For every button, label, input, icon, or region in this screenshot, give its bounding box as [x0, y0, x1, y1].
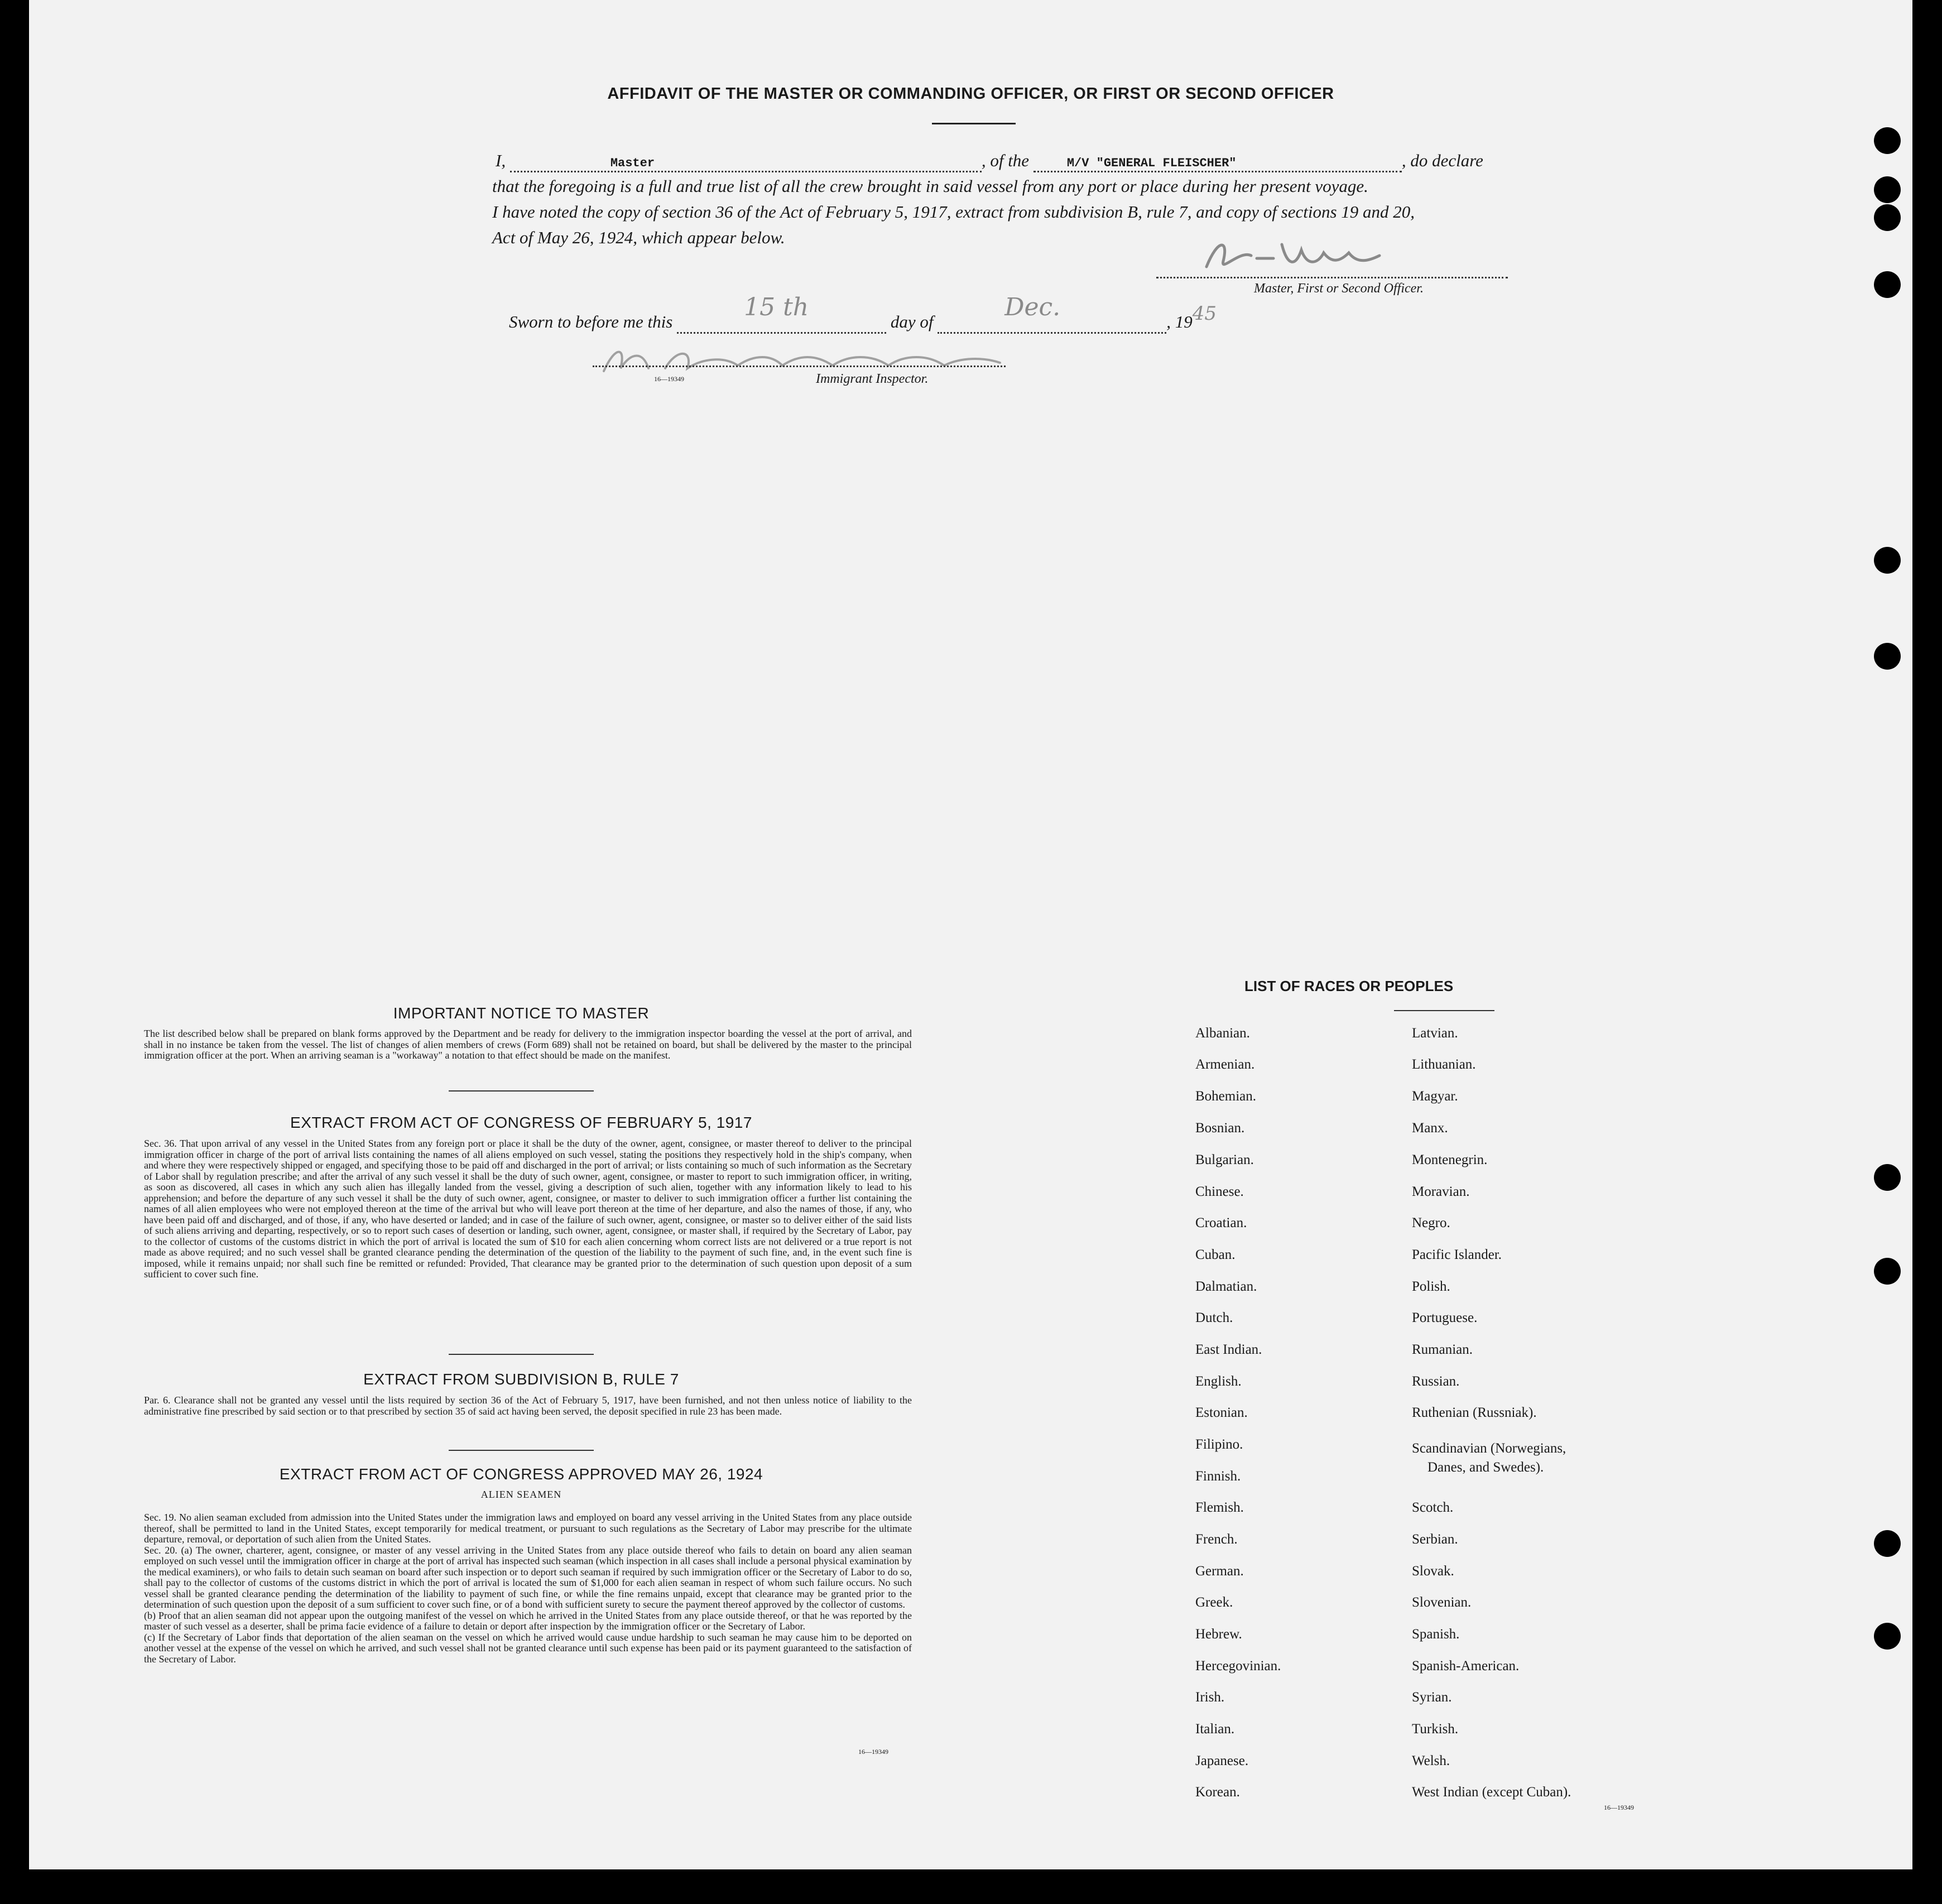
race-item: Hercegovinian.: [1195, 1658, 1281, 1674]
affidavit-line-2: that the foregoing is a full and true list of all the crew brought in said vessel from any port or place during her present voyage.: [492, 176, 1368, 196]
race-item: Bohemian.: [1195, 1089, 1257, 1104]
race-item: Rumanian.: [1412, 1342, 1473, 1357]
master-name-field[interactable]: [510, 151, 982, 172]
race-item: Moravian.: [1412, 1184, 1470, 1199]
race-item: French.: [1195, 1532, 1238, 1547]
section-36-paragraph: Sec. 36. That upon arrival of any vessel in the United States from any foreign port or place it shall be the duty of the owner, agent, consignee, or master thereof to deliver to the principal immigration officer in charge of the port of arrival lists containing the names of all aliens employed on such vessel, stating the positions they respectively hold in the ship's company, when and where they were respectively shipped or engaged, and specifying those to be paid off and discharged in the port of arrival; or lists containing so much of such information as the Secretary of Labor shall by regulation prescribe; and after the arrival of any such vessel it shall be the duty of such owner, agent, consignee, or master to report to such immigration officer, in writing, as soon as discovered, all cases in which any such alien has illegally landed from the vessel, giving a description of such alien, together with any information likely to lead to his apprehension; and before the departure of any such vessel it shall be the duty of such owner, agent, consignee, or master to deliver to such immigration officer a further list containing the names of all alien employees who were not employed thereon at the time of the arrival but who will leave port thereon at the time of her departure, and also the names of those, if any, who have been paid off and discharged, and of those, if any, who have deserted or landed; and in case of the failure of such owner, agent, consignee, or master so to deliver either of the said lists of such aliens arriving and departing, respectively, or so to report such cases of desertion or landing, such owner, agent, consignee, or master shall, if required by the Secretary of Labor, pay to the collector of customs of the customs district in which the port of arrival is located the sum of $10 for each alien concerning whom correct lists are not delivered or a true report is not made as above required; and no such vessel shall be granted clearance pending the determination of the question of the liability to the payment of such fine, and, in the event such fine is imposed, while it remains unpaid; nor shall such fine be remitted or refunded: Provided, That clearance may be granted prior to the determination of such question upon deposit of a sum sufficient to cover such fine.: [144, 1138, 912, 1280]
section-19-paragraph: Sec. 19. No alien seaman excluded from admission into the United States under the immigration laws and employed on board any vessel arriving in the United States from any place outside thereof, shall be permitted to land in the United States, except temporarily for medical treatment, or pursuant to such regulations as the Secretary of Labor may prescribe for the ultimate departure, removal, or deportation of such alien from the United States.: [144, 1512, 912, 1545]
race-item: Serbian.: [1412, 1532, 1458, 1547]
race-item: Ruthenian (Russniak).: [1412, 1405, 1537, 1420]
punch-hole: [1874, 204, 1901, 231]
race-item: Bosnian.: [1195, 1121, 1245, 1136]
punch-hole: [1874, 271, 1901, 298]
line1-prefix: I,: [496, 151, 506, 170]
race-item: Armenian.: [1195, 1057, 1255, 1072]
extract-1924-text: [131, 1512, 912, 1665]
race-item: English.: [1195, 1374, 1242, 1389]
race-item: Filipino.: [1195, 1437, 1243, 1452]
race-item: Welsh.: [1412, 1753, 1450, 1768]
race-item: West Indian (except Cuban).: [1412, 1785, 1571, 1800]
sworn-month-field[interactable]: [938, 293, 1166, 334]
race-item: Hebrew.: [1195, 1627, 1242, 1642]
punch-hole: [1874, 547, 1901, 574]
race-item: Slovenian.: [1412, 1595, 1472, 1610]
race-item: Latvian.: [1412, 1026, 1458, 1041]
sworn-line: [509, 293, 1217, 334]
race-item: Dutch.: [1195, 1310, 1233, 1325]
race-item: Pacific Islander.: [1412, 1247, 1502, 1262]
punch-hole: [1874, 1530, 1901, 1557]
sworn-month-value: Dec.: [1004, 293, 1061, 321]
year-suffix-value: 45: [1192, 302, 1217, 325]
affidavit-form-number: 16—19349: [654, 375, 684, 383]
punch-hole: [1874, 1623, 1901, 1650]
race-item: Greek.: [1195, 1595, 1233, 1610]
races-form-number: 16—19349: [1604, 1804, 1634, 1811]
race-item: Portuguese.: [1412, 1310, 1478, 1325]
master-name-value: Master: [610, 156, 655, 170]
par-6-paragraph: Par. 6. Clearance shall not be granted any vessel until the lists required by section 36 of the Act of February 5, 1917, have been furnished, and not then unless notice of liability to the administrative fine prescribed by said section or to that prescribed by section 35 of said act having been served, the deposit specified in rule 23 has been made.: [144, 1395, 912, 1417]
race-item: Magyar.: [1412, 1089, 1458, 1104]
document-sheet: [29, 0, 1912, 1869]
race-item: Negro.: [1412, 1215, 1450, 1230]
master-signature-line: [1156, 277, 1508, 278]
race-item: East Indian.: [1195, 1342, 1262, 1357]
races-title-rule: [1394, 1010, 1494, 1011]
notice-paragraph: The list described below shall be prepared on blank forms approved by the Department and be ready for delivery to the immigration inspector boarding the vessel at the port of arrival, and shall in no instance be taken from the vessel. The list of changes of alien members of crews (Form 689) shall not be retained on board, but shall be delivered by the master to the principal immigration officer at the port. When an arriving seaman is a "workaway" a notation to that effect should be made on the manifest.: [144, 1028, 912, 1061]
race-item: Montenegrin.: [1412, 1152, 1488, 1167]
sworn-prefix: Sworn to before me this: [509, 312, 673, 331]
section-20b-paragraph: (b) Proof that an alien seaman did not appear upon the outgoing manifest of the vessel on which he arrived in the United States from any place outside thereof, or that he was reported by the master of such vessel as a deserter, shall be prima facie evidence of a failure to detain or deport after inspection by the immigration officer or the Secretary of Labor.: [144, 1609, 912, 1632]
notice-text: [131, 1028, 912, 1061]
affidavit-line-4: Act of May 26, 1924, which appear below.: [492, 228, 785, 247]
inspector-signature-line: [593, 366, 1006, 367]
race-item: Japanese.: [1195, 1753, 1249, 1768]
sworn-day-field[interactable]: [677, 293, 886, 334]
race-item: Korean.: [1195, 1785, 1240, 1800]
vessel-name-field[interactable]: [1034, 151, 1402, 172]
inspector-signature: [593, 340, 1017, 379]
title-rule: [932, 123, 1016, 124]
race-item: Russian.: [1412, 1374, 1460, 1389]
race-item: Finnish.: [1195, 1469, 1241, 1484]
race-item: Albanian.: [1195, 1026, 1250, 1041]
master-signature: [1190, 233, 1424, 278]
race-item: Lithuanian.: [1412, 1057, 1476, 1072]
punch-hole: [1874, 176, 1901, 203]
year-prefix: , 19: [1166, 312, 1193, 331]
divider: [449, 1090, 594, 1092]
race-item: Flemish.: [1195, 1500, 1244, 1515]
race-item: Slovak.: [1412, 1564, 1454, 1579]
races-title: LIST OF RACES OR PEOPLES: [1244, 978, 1454, 994]
section-20c-paragraph: (c) If the Secretary of Labor finds that deportation of the alien seaman on the vessel on which he arrived would cause undue hardship to such seaman he may cause him to be deported on another vessel at the expense of the vessel on which he arrived, and such vessel shall not be granted clearance until such expense has been paid or its payment guaranteed to the satisfaction of the Secretary of Labor.: [144, 1631, 912, 1665]
affidavit-title: AFFIDAVIT OF THE MASTER OR COMMANDING OFFICER, OR FIRST OR SECOND OFFICER: [607, 85, 1334, 103]
race-item: Bulgarian.: [1195, 1152, 1254, 1167]
divider: [449, 1450, 594, 1451]
punch-hole: [1874, 127, 1901, 154]
race-item: Croatian.: [1195, 1215, 1247, 1230]
section-20a-paragraph: Sec. 20. (a) The owner, charterer, agent, consignee, or master of any vessel arriving in the United States from any place outside thereof who fails to detain on board any alien seaman employed on such vessel until the immigration officer in charge at the port of arrival has inspected such seaman (which inspection in all cases shall include a personal physical examination by the medical examiners), or who fails to detain such seaman on board after such inspection or to deport such seaman if required by such immigration officer or the Secretary of Labor to do so, shall pay to the collector of customs of the customs district in which the port of arrival is located the sum of $1,000 for each alien seaman in respect of whom such failure occurs. No such vessel shall be granted clearance pending the determination of the liability to payment of such fine, or while the fine remains unpaid, except that clearance may be granted prior to the determination of such question upon the deposit of a sum sufficient to cover such fine, or of a bond with sufficient surety to secure the payment thereof approved by the collector of customs.: [144, 1544, 912, 1610]
affidavit-line-3: I have noted the copy of section 36 of the Act of February 5, 1917, extract from subdivision B, rule 7, and copy of sections 19 and 20,: [492, 202, 1415, 222]
race-item: Spanish.: [1412, 1627, 1460, 1642]
rule-7-text: [131, 1395, 912, 1417]
punch-hole: [1874, 1258, 1901, 1285]
race-item: Scotch.: [1412, 1500, 1454, 1515]
extract-1917-text: [131, 1138, 912, 1280]
notice-title: IMPORTANT NOTICE TO MASTER: [393, 1004, 650, 1022]
extract-1917-title: EXTRACT FROM ACT OF CONGRESS OF FEBRUARY 5, 1917: [290, 1114, 752, 1131]
inspector-caption: Immigrant Inspector.: [816, 372, 929, 386]
race-item: Dalmatian.: [1195, 1279, 1257, 1294]
race-item: Estonian.: [1195, 1405, 1248, 1420]
master-caption: Master, First or Second Officer.: [1254, 281, 1424, 296]
race-item: Polish.: [1412, 1279, 1450, 1294]
race-item: Danes, and Swedes).: [1427, 1460, 1544, 1475]
race-item: Spanish-American.: [1412, 1658, 1520, 1674]
rule-7-title: EXTRACT FROM SUBDIVISION B, RULE 7: [363, 1371, 679, 1388]
sworn-day-value: 15 th: [744, 293, 809, 321]
of-the-text: , of the: [981, 151, 1030, 170]
affidavit-line-1: [496, 151, 1483, 172]
extract-form-number: 16—19349: [858, 1748, 888, 1756]
race-item: Manx.: [1412, 1121, 1448, 1136]
alien-seamen-subtitle: ALIEN SEAMEN: [480, 1489, 562, 1500]
do-declare-text: , do declare: [1401, 151, 1483, 170]
race-item: Syrian.: [1412, 1690, 1452, 1705]
punch-hole: [1874, 643, 1901, 670]
vessel-name-value: M/V "GENERAL FLEISCHER": [1066, 156, 1237, 170]
race-item: Chinese.: [1195, 1184, 1244, 1199]
race-item: Cuban.: [1195, 1247, 1236, 1262]
punch-hole: [1874, 1164, 1901, 1191]
day-of-text: day of: [890, 312, 934, 331]
divider: [449, 1354, 594, 1355]
race-item: German.: [1195, 1564, 1244, 1579]
race-item: Scandinavian (Norwegians,: [1412, 1441, 1566, 1456]
race-item: Irish.: [1195, 1690, 1225, 1705]
extract-1924-title: EXTRACT FROM ACT OF CONGRESS APPROVED MAY 26, 1924: [279, 1465, 763, 1483]
race-item: Italian.: [1195, 1722, 1235, 1737]
race-item: Turkish.: [1412, 1722, 1459, 1737]
